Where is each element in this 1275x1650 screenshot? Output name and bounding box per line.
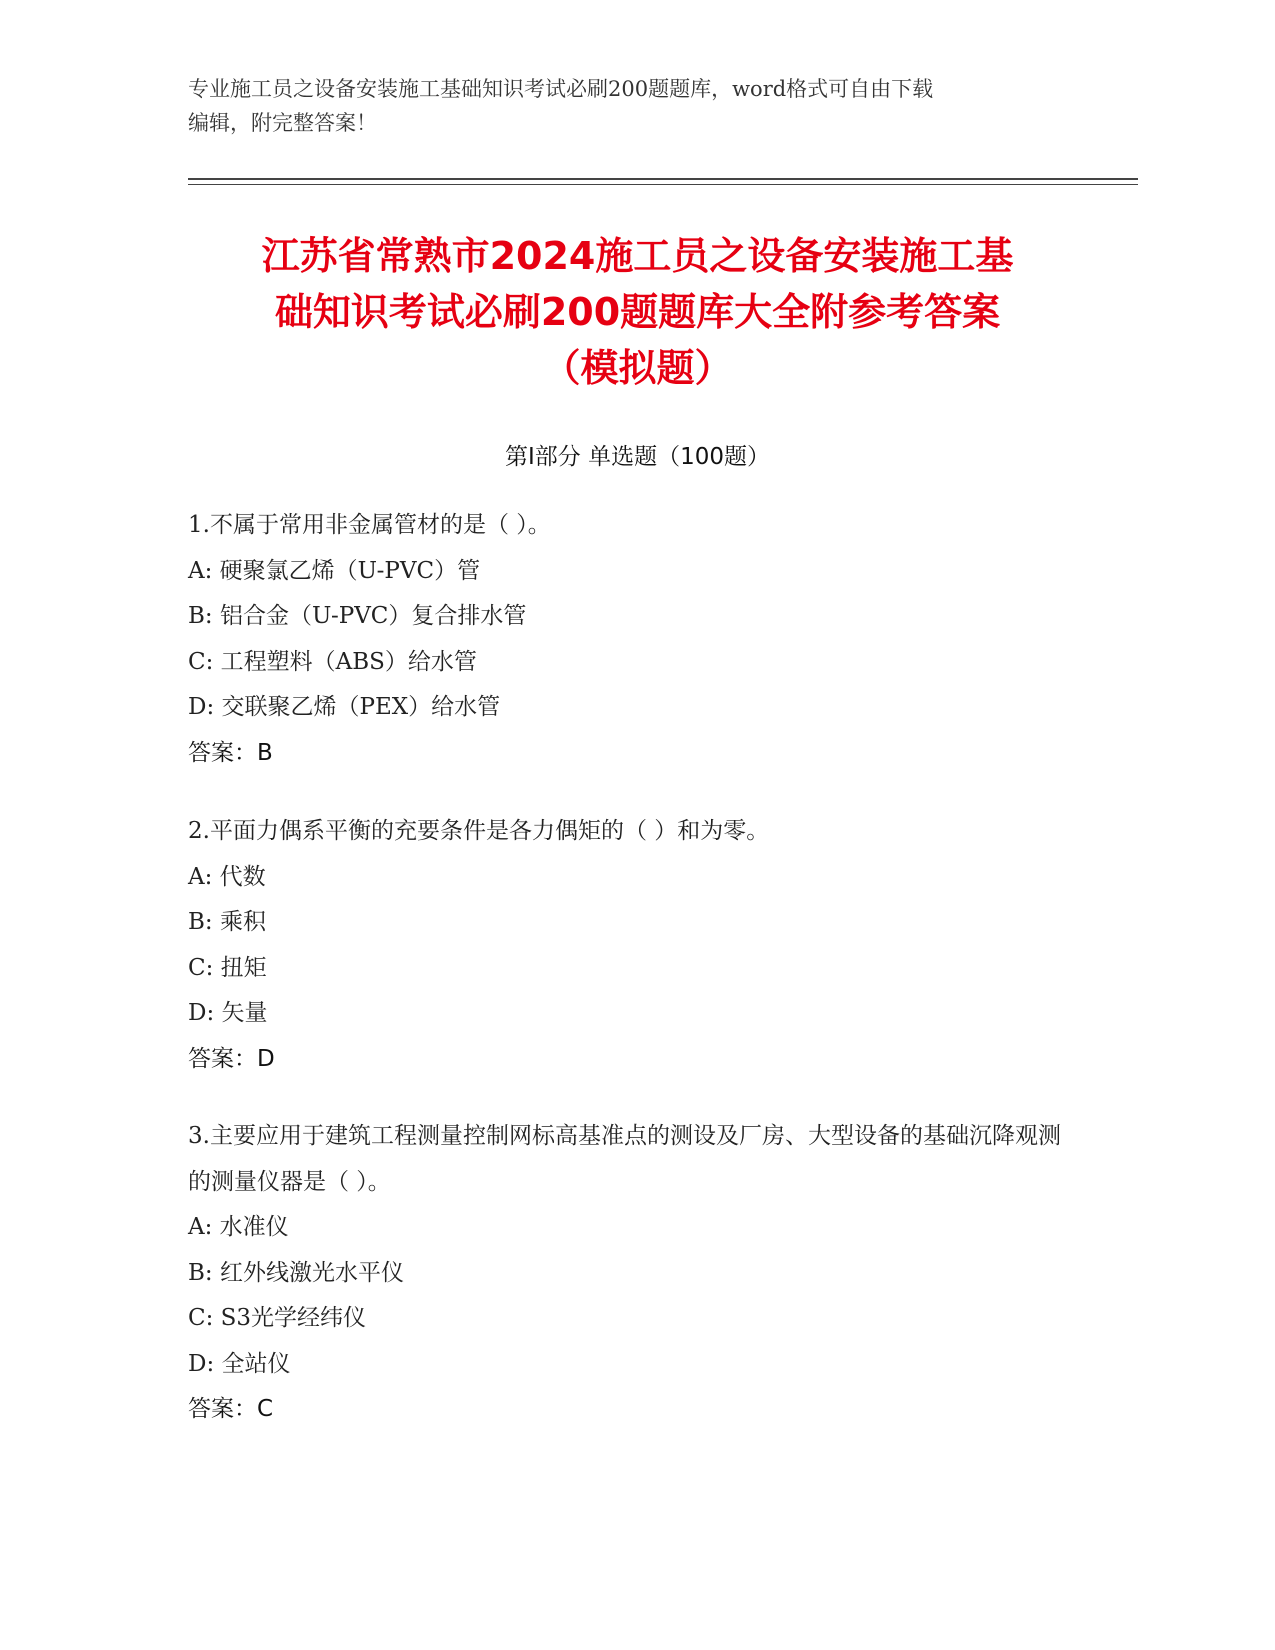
answer-label: 答案：C (188, 1396, 274, 1422)
title-line-1: 江苏省常熟市2024施工员之设备安装施工基 (261, 234, 1014, 278)
header-divider-thick (188, 178, 1138, 180)
question-stem: 2.平面力偶系平衡的充要条件是各力偶矩的（ ）和为零。 (188, 818, 770, 844)
option-a: A: 代数 (188, 863, 266, 890)
option-b: B: 红外线激光水平仪 (188, 1259, 404, 1286)
section-heading: 第Ⅰ部分 单选题（100题） (505, 444, 770, 470)
header-line-2: 编辑，附完整答案！ (188, 111, 377, 135)
option-b: B: 乘积 (188, 909, 266, 935)
option-c: C: 工程塑料（ABS）给水管 (188, 648, 477, 675)
header-divider-thin (188, 184, 1138, 185)
document-header (188, 72, 1068, 140)
title-line-2: 础知识考试必刷200题题库大全附参考答案 (274, 290, 1001, 334)
question-stem: 3.主要应用于建筑工程测量控制网标高基准点的测设及厂房、大型设备的基础沉降观测的测量仪器是（ ）。 (188, 1123, 1061, 1195)
question-2 (188, 809, 1068, 1082)
answer-label: 答案：B (188, 739, 273, 766)
question-3 (188, 1114, 1068, 1433)
document-title (150, 228, 1125, 396)
question-1 (188, 503, 1068, 776)
option-c: C: 扭矩 (188, 954, 267, 981)
option-c: C: S3光学经纬仪 (188, 1305, 367, 1331)
header-line-1: 专业施工员之设备安装施工基础知识考试必刷200题题库，word格式可自由下载 (188, 77, 934, 101)
option-d: D: 全站仪 (188, 1350, 291, 1377)
option-a: A: 水准仪 (188, 1214, 289, 1240)
title-line-3: （模拟题） (542, 346, 733, 390)
option-a: A: 硬聚氯乙烯（U-PVC）管 (188, 557, 481, 584)
answer-label: 答案：D (188, 1045, 275, 1072)
option-b: B: 铝合金（U-PVC）复合排水管 (188, 603, 527, 629)
option-d: D: 交联聚乙烯（PEX）给水管 (188, 694, 501, 720)
question-stem: 1.不属于常用非金属管材的是（ ）。 (188, 512, 551, 538)
option-d: D: 矢量 (188, 1000, 268, 1026)
